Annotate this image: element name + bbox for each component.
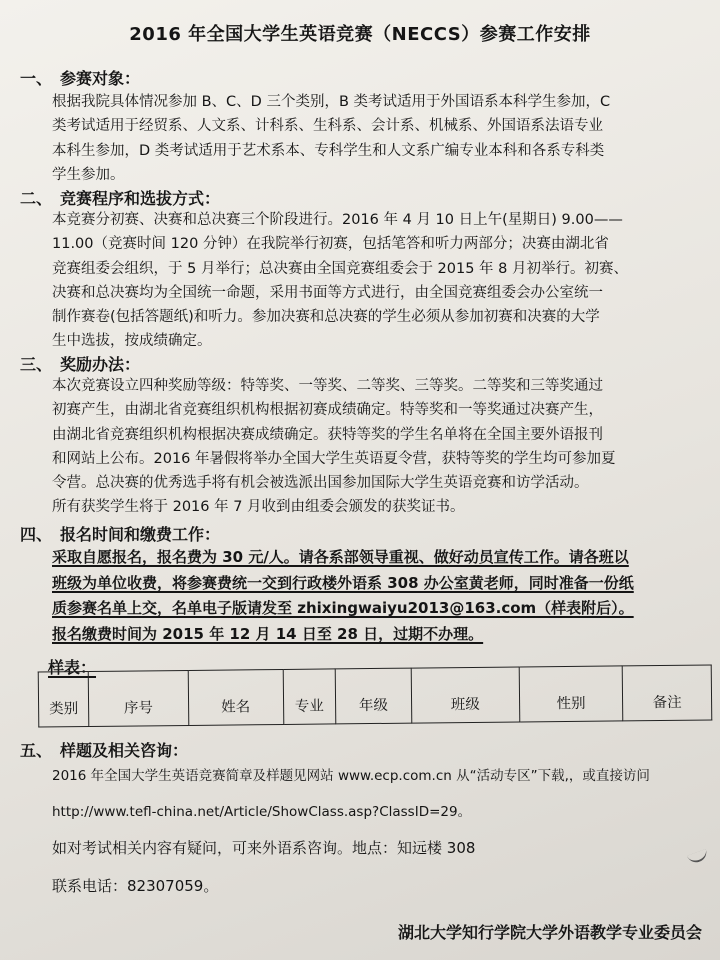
section-2-line: 本竞赛分初赛、决赛和总决赛三个阶段进行。2016 年 4 月 10 日上午(星期日) 9.00—— (52, 212, 623, 228)
section-3-line: 由湖北省竞赛组织机构根据决赛成绩确定。获特等奖的学生名单将在全国主要外语报刊 (52, 426, 603, 443)
section-5-line: 如对考试相关内容有疑问，可来外语系咨询。地点：知远楼 308 (52, 839, 476, 857)
section-2-line: 生中选拔，按成绩确定。 (52, 333, 212, 350)
section-4-line: 采取自愿报名，报名费为 30 元/人。请各系部领导重视、做好动员宣传工作。请各班以 (52, 548, 629, 566)
section-3-body (52, 374, 692, 520)
section-2-body (52, 208, 692, 354)
section-3-line: 和网站上公布。2016 年暑假将举办全国大学生英语夏令营，获特等奖的学生均可参加夏 (52, 450, 616, 467)
sample-table-header-row (38, 665, 712, 727)
section-4-body (52, 545, 692, 647)
section-3-title: 奖励办法： (60, 355, 141, 374)
section-2-line: 决赛和总决赛均为全国统一命题，采用书面等方式进行，由全国竞赛组委会办公室统一 (52, 284, 603, 301)
section-2-title: 竞赛程序和选拔方式： (60, 189, 221, 208)
section-3-line: 所有获奖学生将于 2016 年 7 月收到由组委会颁发的获奖证书。 (52, 499, 465, 516)
sample-table-header-cell: 性别 (519, 666, 623, 722)
section-4-line: 班级为单位收费，将参赛费统一交到行政楼外语系 308 办公室黄老师，同时准备一份纸 (52, 573, 634, 592)
section-1-line: 类考试适用于经贸系、人文系、计科系、生科系、会计系、机械系、外国语系法语专业 (52, 118, 603, 135)
section-1-line: 本科生参加，D 类考试适用于艺术系本、专科学生和人文系广编专业本科和各系专科类 (52, 142, 605, 159)
section-1-line: 根据我院具体情况参加 B、C、D 三个类别，B 类考试适用于外国语系本科学生参加，C (52, 94, 611, 110)
sample-table-header-cell: 年级 (335, 668, 411, 724)
sample-table-header-cell: 专业 (283, 669, 336, 725)
section-3-heading (20, 352, 140, 375)
sample-table-label: 样表： (48, 658, 97, 677)
sample-table-header-cell: 序号 (88, 670, 188, 726)
signature: 湖北大学知行学院大学外语教学专业委员会 (397, 923, 702, 942)
section-1-heading (20, 66, 140, 89)
section-4-line: 质参赛名单上交，名单电子版请发至 zhixingwaiyu2013@163.com（样表附后）。 (52, 599, 634, 617)
section-4-title: 报名时间和缴费工作： (60, 525, 221, 544)
section-3-line: 初赛产生，由湖北省竞赛组织机构根据初赛成绩确定。特等奖和一等奖通过决赛产生， (52, 402, 603, 419)
section-5-heading (20, 738, 188, 761)
sample-table-header-cell: 类别 (38, 671, 89, 727)
section-4-number: 四、 (20, 525, 53, 544)
section-3-number: 三、 (20, 355, 53, 374)
sample-table-header-cell: 备注 (622, 665, 711, 721)
section-2-number: 二、 (20, 189, 53, 208)
section-1-line: 学生参加。 (52, 166, 125, 183)
section-4-heading (20, 522, 220, 545)
sample-table (38, 664, 713, 727)
section-5-line: 2016 年全国大学生英语竞赛简章及样题见网站 www.ecp.com.cn 从“活动专区”下载,，或直接访问 (52, 768, 650, 784)
section-5-url: http://www.tefl-china.net/Article/ShowClass.asp?ClassID=29。 (52, 804, 472, 820)
page-title: 2016 年全国大学生英语竞赛（NECCS）参赛工作安排 (129, 24, 591, 45)
section-2-line: 竞赛组委会组织，于 5 月举行；总决赛由全国竞赛组委会于 2015 年 8 月初举行。初赛、 (52, 260, 629, 277)
sample-table-header-cell: 姓名 (188, 669, 284, 725)
section-1-body (52, 90, 692, 187)
section-5-body (52, 764, 692, 898)
section-1-title: 参赛对象： (60, 69, 141, 88)
section-5-number: 五、 (20, 741, 53, 760)
section-3-line: 令营。总决赛的优秀选手将有机会被选派出国参加国际大学生英语竞赛和访学活动。 (52, 475, 589, 492)
section-5-title: 样题及相关咨询： (60, 741, 189, 760)
section-2-line: 制作赛卷(包括答题纸)和听力。参加决赛和总决赛的学生必须从参加初赛和决赛的大学 (52, 309, 600, 326)
section-4-line: 报名缴费时间为 2015 年 12 月 14 日至 28 日，过期不办理。 (52, 624, 484, 643)
section-2-heading (20, 186, 220, 209)
section-2-line: 11.00（竞赛时间 120 分钟）在我院举行初赛，包括笔答和听力两部分；决赛由湖北省 (52, 236, 609, 253)
section-5-phone: 联系电话：82307059。 (52, 877, 219, 895)
section-3-line: 本次竞赛设立四种奖励等级：特等奖、一等奖、二等奖、三等奖。二等奖和三等奖通过 (52, 378, 603, 394)
sample-table-header-cell: 班级 (411, 667, 519, 723)
section-1-number: 一、 (20, 69, 53, 88)
